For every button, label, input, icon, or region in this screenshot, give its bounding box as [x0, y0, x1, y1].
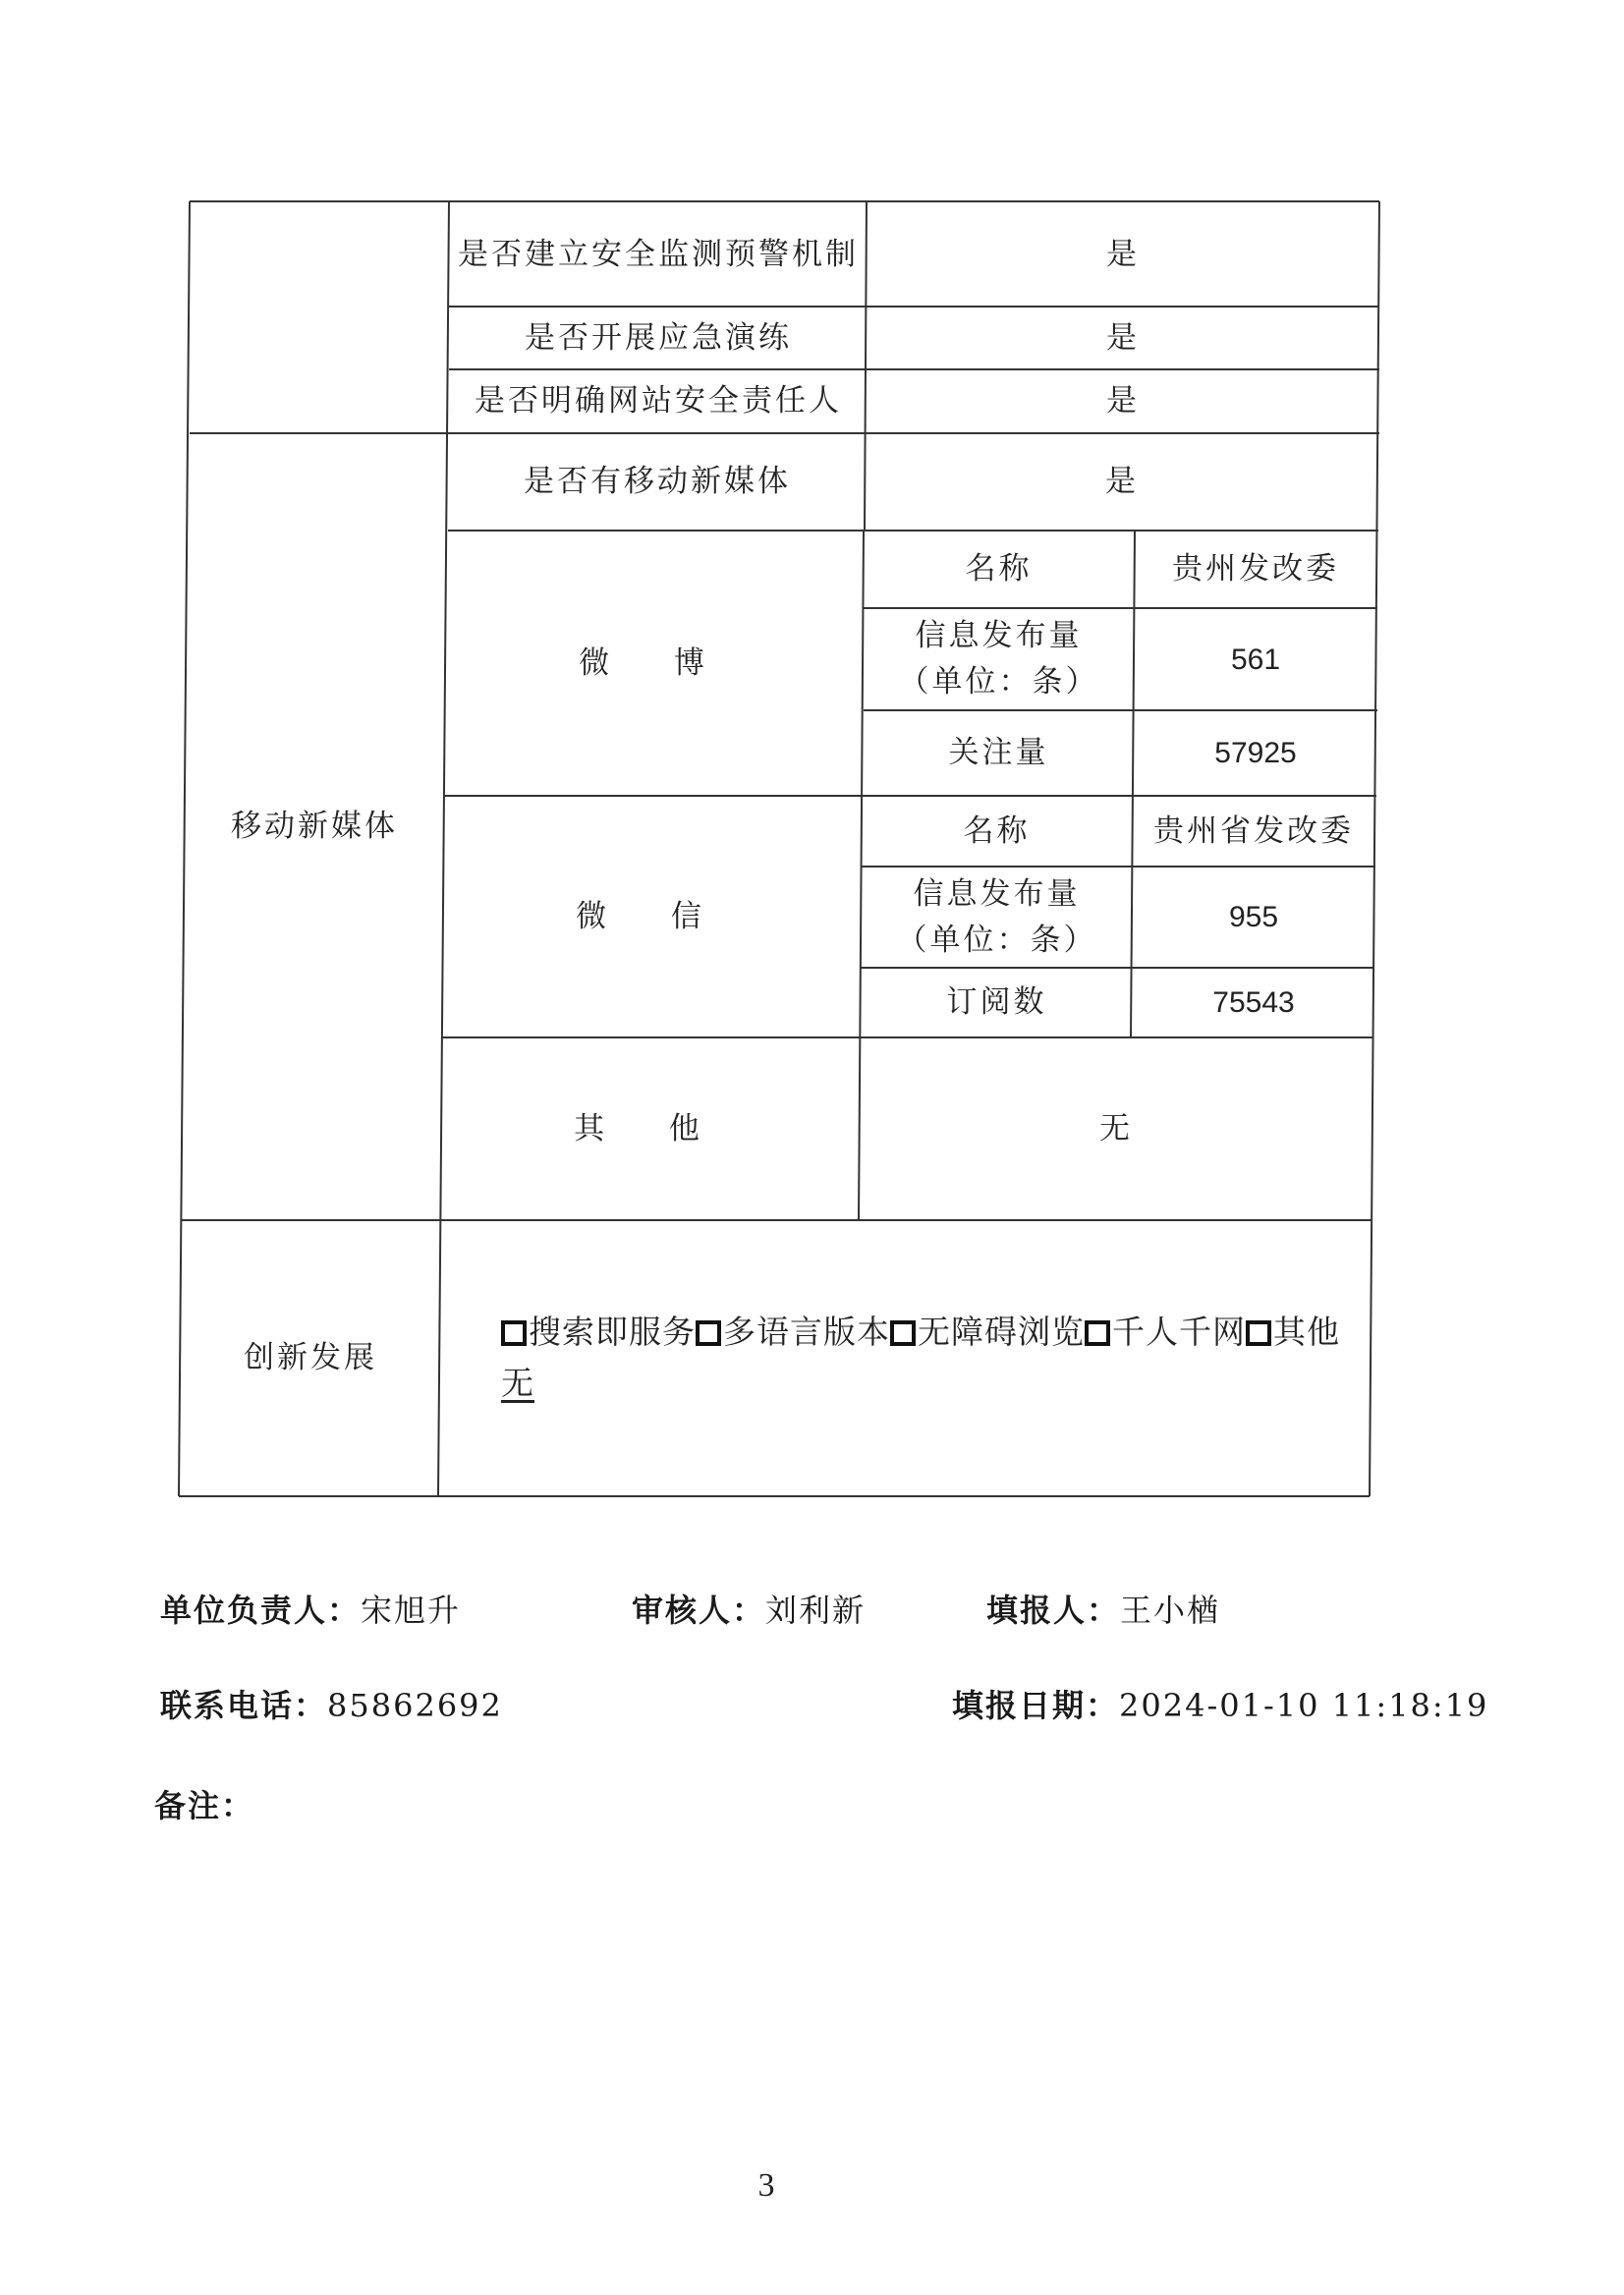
phone-value: 85862692	[327, 1687, 503, 1724]
weibo-follow-value: 57925	[1214, 737, 1297, 769]
weibo-name-label: 名称	[965, 551, 1033, 587]
innovation-other-value: 无	[501, 1364, 534, 1402]
wechat-count-value: 955	[1228, 901, 1279, 933]
date-value: 2024-01-10 11:18:19	[1119, 1687, 1489, 1724]
emergency-drill-label: 是否开展应急演练	[525, 319, 792, 356]
reviewer-value: 刘利新	[765, 1592, 867, 1629]
security-monitoring-value: 是	[1106, 236, 1140, 272]
weibo-count-label: 信息发布量（单位：条）	[898, 618, 1099, 700]
security-monitoring-label: 是否建立安全监测预警机制	[458, 236, 859, 272]
filler-field	[986, 1586, 1220, 1631]
filler-value: 王小楢	[1120, 1592, 1221, 1629]
wechat-label: 微 信	[576, 898, 729, 934]
wechat-sub-value: 75543	[1212, 986, 1295, 1019]
unit-head-field	[160, 1586, 461, 1631]
checkbox-icon	[890, 1320, 916, 1346]
page-number: 3	[757, 2167, 775, 2204]
checkbox-icon	[696, 1320, 721, 1346]
checkbox-accessible-browsing[interactable]: 无障碍浏览	[890, 1313, 1085, 1351]
wechat-name-label: 名称	[963, 812, 1031, 849]
unit-head-label: 单位负责人：	[160, 1592, 362, 1629]
checkbox-icon	[1085, 1320, 1110, 1346]
checkbox-icon	[1246, 1320, 1271, 1346]
phone-label: 联系电话：	[160, 1687, 328, 1724]
security-owner-value: 是	[1106, 383, 1140, 419]
other-media-value: 无	[1099, 1110, 1133, 1147]
wechat-sub-label: 订阅数	[946, 984, 1047, 1020]
phone-field	[160, 1681, 503, 1726]
date-field	[952, 1681, 1488, 1726]
wechat-count-label: 信息发布量（单位：条）	[896, 875, 1097, 958]
filler-label: 填报人：	[986, 1592, 1121, 1629]
mobile-media-section-label: 移动新媒体	[231, 809, 398, 844]
remarks-label: 备注：	[154, 1787, 255, 1824]
reviewer-field	[632, 1586, 866, 1631]
reviewer-label: 审核人：	[632, 1592, 766, 1629]
checkbox-other[interactable]: 其他	[1246, 1313, 1340, 1351]
unit-head-value: 宋旭升	[361, 1592, 462, 1629]
innovation-options	[501, 1307, 1366, 1409]
checkbox-icon	[501, 1320, 527, 1346]
wechat-name-value: 贵州省发改委	[1153, 812, 1354, 849]
weibo-label: 微 博	[579, 644, 732, 681]
has-mobile-media-value: 是	[1105, 464, 1139, 499]
checkbox-search-service[interactable]: 搜索即服务	[501, 1313, 696, 1351]
innovation-section-label: 创新发展	[244, 1340, 377, 1375]
weibo-follow-label: 关注量	[948, 735, 1049, 770]
other-media-label: 其 他	[574, 1110, 727, 1147]
weibo-count-value: 561	[1230, 643, 1281, 676]
date-label: 填报日期：	[952, 1687, 1120, 1724]
checkbox-multilingual[interactable]: 多语言版本	[696, 1313, 890, 1351]
security-owner-label: 是否明确网站安全责任人	[475, 383, 842, 419]
has-mobile-media-label: 是否有移动新媒体	[524, 464, 791, 499]
checkbox-personalized[interactable]: 千人千网	[1085, 1313, 1246, 1351]
emergency-drill-value: 是	[1106, 319, 1140, 356]
weibo-name-value: 贵州发改委	[1172, 551, 1339, 587]
